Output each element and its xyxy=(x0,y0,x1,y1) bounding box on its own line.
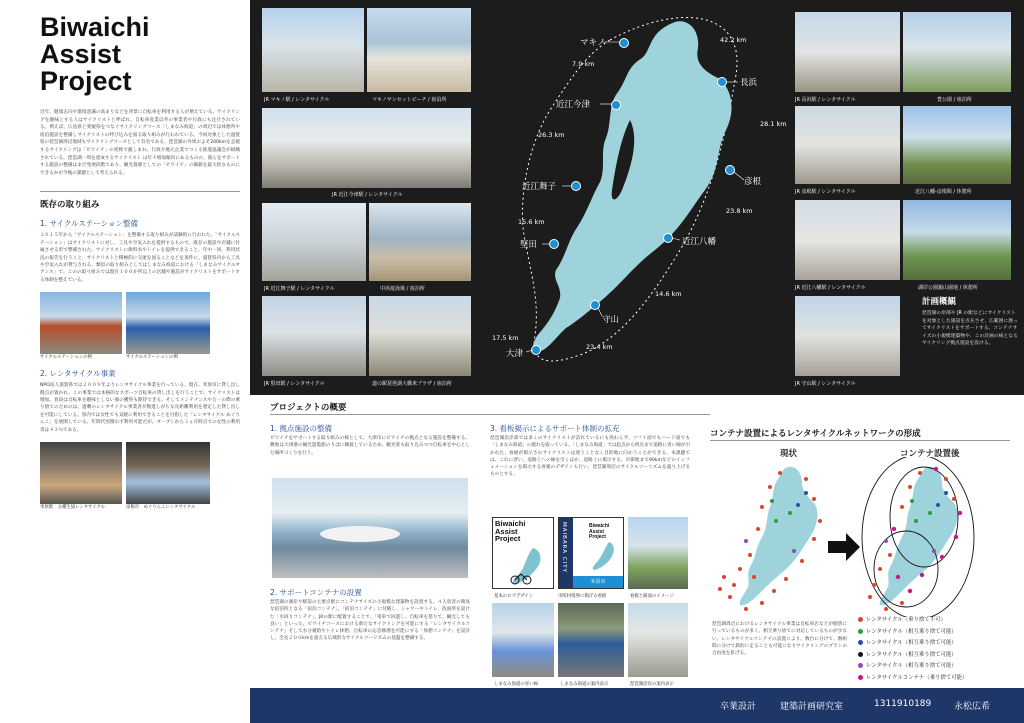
network-legend xyxy=(858,615,1018,684)
legend-item: レンタサイクル（相互乗り捨て可能） xyxy=(858,638,1018,650)
rental-photo-2 xyxy=(126,442,210,504)
sign-road-image xyxy=(628,517,688,589)
rental-photos: 米原駅 五種生協レンタサイクル 彦根市 めぐりんこレンタサイクル xyxy=(40,442,240,510)
distance-hikone-omihachiman: 23.8 km xyxy=(726,207,753,215)
stop-label-otsu: 大津 xyxy=(506,349,524,359)
station-photos: サイクルステーションの例 サイクルステーションの例 xyxy=(40,292,240,360)
sign-city-label: 米原市 xyxy=(573,576,623,588)
station-photo-2 xyxy=(126,292,210,354)
stop-makino-marker xyxy=(620,39,629,48)
stop-imazu-marker xyxy=(612,101,621,110)
photo-shimanami-blue-line xyxy=(492,603,554,677)
bottom-panel: プロジェクトの概要 1. 拠点施設の整備 ビワイチをサポートする取り組みの核として、大津市にビワイチの拠点となる施設を整備する。敷地は大津港の観光遊覧船のりばに隣接しているため、観光客も取り込みつつ自転車を中心とした場所づくりを行う。 2. サポートコンテナの設置 琵琶湖の湖岸や駅前の主要点駅にコンテナサイズの小規模な建築物を設置する。４人収容の簡易な宿泊所となる「宿泊コンテナ」、「宿泊コンテナ」に付随し、シャワーやトイレ、洗面所を設けた「水回りコンテナ」、JRの駅に配置することで、「電車で回遊し、自転車を借りて、観光しても良い」といった、ビワイチコースにおける新たなサイクリングを可能にする「レンタサイクルコンテナ」そして水分補給やトイレ休憩、自転車の応急修理を可能にする「休憩コンテナ」を設計し、全長２００kmを超える広域的なサイクルツーリズムの基盤を整備する。 3. 看板掲示によるサポート体制の拡充 琵琶湖沿岸部では多くのサイクリストが訪れているにも拘わらず、ツフト面でもハード面でも「しまなみ海道」の施れを取っている。「しまなみ海道」では起点から終点まで道路に青い線が引かれた、看板が掲示されサイクリストは迷うことなく目的地に向かうことができる。本課題では、これに習い、道路上への線を引くほか、道路上に掲示する、市街地まで90kmなどのインフォメーションを掲示する看板のデザインも行い、琵琶湖周辺のサイクルツーリズムを盛り上げるものとする。 Biwaichi Assist Project MAIBARA CITY Biwaichi Assist Project 米原市 基本のロゴデザイン 市町村境界に掲げる看板 看板と路面のイメージ しまなみ海道の青い線 しまなみ海道の案内表示 琵琶湖沿岸の案内表示 コンテナ設置によるレンタサイクルネットワークの形成 現状 コンテナ設置後 琵琶湖周辺におけるレンタサイクル事業は自転車店などが個別に行っているものが多く、相互乗り捨てに対応しているものが少ない。レンタサイクルコンテナの設置により、数台に分けて、数組間に分けて鉄的に走ることも可能になりサイクリングのプランの自由度を拡げる。 レンタサイクル（乗り捨て不可） レンタサイクル（相互乗り捨て可能） レンタサイクル（相互乗り捨て可能） レンタサイクル（相互乗り捨て可能） レンタサイクル（相互乗り捨て可能） レンタサイクルコンテナ（乗り捨て可能） xyxy=(250,395,1024,723)
logo-design: Biwaichi Assist Project xyxy=(492,517,554,589)
distance-maiko-katata: 15.6 km xyxy=(518,218,545,226)
distance-imazu-maiko: 26.3 km xyxy=(538,131,565,139)
distance-moriyama-otsu: 23.4 km xyxy=(586,343,613,351)
photo-biwako-guide xyxy=(628,603,688,677)
signage-body: 琵琶湖沿岸部では多くのサイクリストが訪れているにも拘わらず、ツフト面でもハード面でも「しまなみ海道」の施れを取っている。「しまなみ海道」では起点から終点まで道路に青い線が引かれた、看板が掲示されサイクリストは迷うことなく目的地に向かうことができる。本課題では、これに習い、道路上への線を引くほか、道路上に掲示する、市街地まで90kmなどのインフォメーションを掲示する看板のデザインも行い、琵琶湖周辺のサイクルツーリズムを盛り上げるものとする。 xyxy=(490,436,690,478)
legend-item: レンタサイクル（相互乗り捨て可能） xyxy=(858,661,1018,673)
stop-label-katata: 堅田 xyxy=(520,240,538,250)
plan-body: 琵琶湖の岸部や JR の駅などにサイクリストを対象とした施設を点在させ、広範囲に渡ってサイクリストをサポートする。コンテナサイズの小規模建築物や、この計画の核となるサイクリング拠点施設を設ける。 xyxy=(922,311,1018,347)
existing-heading: 既存の取り組み xyxy=(40,191,240,210)
overview-heading: プロジェクトの概要 xyxy=(270,403,347,413)
signage-title: 3. 看板掲示によるサポート体制の拡充 xyxy=(490,424,620,433)
distance-katata-otsu: 17.5 km xyxy=(492,334,519,342)
footer-id: 1311910189 xyxy=(874,699,932,709)
network-diagram xyxy=(710,457,1010,617)
base-facility-rendering xyxy=(272,478,468,578)
support-container-title: 2. サポートコンテナの設置 xyxy=(270,588,362,597)
stop-label-omihachiman: 近江八幡 xyxy=(682,237,717,247)
biwako-route-map xyxy=(250,0,1024,395)
project-title: Biwaichi Assist Project xyxy=(40,12,150,96)
stop-label-imazu: 近江今津 xyxy=(556,100,591,110)
label-after: コンテナ設置後 xyxy=(900,449,960,459)
distance-nagahama-hikone: 28.1 km xyxy=(760,120,787,128)
network-lake-after xyxy=(880,467,958,606)
footer-course: 卒業設計 xyxy=(720,702,757,712)
legend-item: レンタサイクル（相互乗り捨て可能） xyxy=(858,650,1018,662)
base-facility-body: ビワイチをサポートする取り組みの核として、大津市にビワイチの拠点となる施設を整備する。敷地は大津港の観光遊覧船のりばに隣接しているため、観光客も取り込みつつ自転車を中心とした場所づくりを行う。 xyxy=(270,436,470,456)
stop-nagahama-marker xyxy=(718,78,727,87)
stop-label-moriyama: 守山 xyxy=(602,315,620,325)
stop-label-maiko: 近江舞子 xyxy=(522,182,557,192)
network-heading: コンテナ設置によるレンタサイクルネットワークの形成 xyxy=(710,429,921,439)
logo-lake-icon xyxy=(493,544,553,588)
stop-label-hikone: 彦根 xyxy=(744,177,762,187)
distance-makino-imazu: 7.9 km xyxy=(572,60,595,68)
cycle-station-body: ２０１５年から「サイクルステーション」を整備する取り組みが試験的に行われた。「サイクルステーション」はサイクリストに対し、工具や空気入れを提供するもので、既存の施設や店舗に付属させる形で整備された。サイクリストに飲料水やトイレを提供できること、年中一回、利用状況の報告を行うこと、サイクリストと積極的に交流を図ることなどを条件に、滋賀県内から工具や空気入れが貸与される。類似の取り組みとしてはしまなみ海道における「しまなみサイクルオアシス」で、このの取り組みでは現在１００か所以上の店舗や施設がサイクリストをサポートする体制を整えている。 xyxy=(40,233,240,283)
stop-label-nagahama: 長浜 xyxy=(740,78,758,88)
station-photo-1 xyxy=(40,292,122,354)
stop-maiko-marker xyxy=(572,182,581,191)
plan-heading: 計画概観 xyxy=(922,297,957,307)
network-body: 琵琶湖周辺におけるレンタサイクル事業は自転車店などが個別に行っているものが多く、相互乗り捨てに対応しているものが少ない。レンタサイクルコンテナの設置により、数台に分けて、数組間に分けて鉄的に走ることも可能になりサイクリングのプランの自由度を拡げる。 xyxy=(712,622,847,657)
lake-biwa xyxy=(533,21,731,352)
distance-omihachiman-moriyama: 14.6 km xyxy=(655,290,682,298)
cycle-station-title: 1. サイクルステーション整備 xyxy=(40,219,138,229)
footer-lab: 建築計画研究室 xyxy=(780,702,844,712)
distance-makino-nagahama: 42.2 km xyxy=(720,36,747,44)
stop-hikone-marker xyxy=(726,166,735,175)
boundary-sign: MAIBARA CITY Biwaichi Assist Project 米原市 xyxy=(558,517,624,589)
sign-vertical-text: MAIBARA CITY xyxy=(561,522,567,573)
legend-item: レンタサイクル（相互乗り捨て可能） xyxy=(858,627,1018,639)
stop-label-makino: マキノ xyxy=(580,38,606,48)
stop-omihachiman-marker xyxy=(664,234,673,243)
base-facility-title: 1. 拠点施設の整備 xyxy=(270,424,333,433)
intro-text: 近年、健康志向や環境意識の高まりなどを背景に自転車を利用する人が増えている。サイクリングを趣味とする人はサイクリストと呼ばれ、自転車産業以外の事業者や行政にも注目されている。例えば、広島県と愛媛県をつなぐサイクリングコース「しまなみ海道」の周辺では休憩所や宿泊施設を整備しサイクリストの呼び込みを図る取り組みが行われている。今回対象とした滋賀県の琵琶湖周辺地域もサイクリングコースとして有名である。琵琶湖の外周およそ200kmを走破するサイクリングは「ビワイチ」の愛称で親しまれ、行政や地元企業でつくる推進協議会が組織されている。琵琶湖一周を達成するサイクリスト は年々増加傾向にあるものの、彼らをサポートする施設の整備はまだ発展段階であり、観光資源としての「ビワイチ」の価値を最大的なものにできるかが今後の課題として考えられる。 xyxy=(40,110,240,176)
legend-item: レンタサイクル（乗り捨て不可） xyxy=(858,615,1018,627)
footer-name: 永松広希 xyxy=(954,702,991,712)
map-panel: JR マキノ駅 / レンタサイクル マキノサンセットビーチ / 宿泊所 JR 近江今津駅 / レンタサイクル JR 近江舞子駅 / レンタサイクル 中浜遊泳場 / 宿泊所 JR 堅田駅 / レンタサイクル 道の駅琵琶湖大橋米プラザ / 宿泊所 JR 長浜駅 / レンタサイクル 豊公園 / 宿泊所 JR 彦根駅 / レンタサイクル 近江八幡-彦根間 / 休憩所 JR 近江八幡駅 / レンタサイクル 湖岸公園親山園地 / 休憩所 JR 守山駅 / レンタサイクル 計画概観 琵琶湖の岸部や JR の駅などにサイクリストを対象とした施設を点在させ、広範囲に渡ってサイクリストをサポートする。コンテナサイズの小規模建築物や、この計画の核となるサイクリング拠点施設を設ける。 xyxy=(250,0,1024,395)
left-column xyxy=(0,0,250,723)
rental-title: 2. レンタサイクル事業 xyxy=(40,369,116,379)
rental-photo-1 xyxy=(40,442,122,504)
support-container-body: 琵琶湖の湖岸や駅前の主要点駅にコンテナサイズの小規模な建築物を設置する。４人収容の簡易な宿泊所となる「宿泊コンテナ」、「宿泊コンテナ」に付随し、シャワーやトイレ、洗面所を設けた「水回りコンテナ」、JRの駅に配置することで、「電車で回遊し、自転車を借りて、観光しても良い」といった、ビワイチコースにおける新たなサイクリングを可能にする「レンタサイクルコンテナ」そして水分補給やトイレ休憩、自転車の応急修理を可能にする「休憩コンテナ」を設計し、全長２００kmを超える広域的なサイクルツーリズムの基盤を整備する。 xyxy=(270,600,470,642)
legend-item: レンタサイクルコンテナ（乗り捨て可能） xyxy=(858,673,1018,685)
arrow-icon xyxy=(828,533,860,561)
footer-bar xyxy=(250,688,1024,723)
rental-body: NPO法人滋賀県では２００９年よりレンタサイクル事業を行っている。現在、米原市に貸し出し拠点が置かれ、この事業では本格的なスポーツ自転車の貸し出しを行うことで、サイクリストは増加。普段は自転車を趣味としない層の獲得も期待できる。そしてメンテナンスや万一の際の乗り捨てのためのは、過剰のレンタサイクル事業者が数進しがちな長距離利用を想定した貸し出しを可能にしている。県内では女性でも気軽に利用できることを目指した「レンタサイクル めぐりんこ」を展開している。年間代別割わず利用可能だが、オープンから３ヵ月時点での女性の利用者は４３％である。 xyxy=(40,383,240,433)
stop-katata-marker xyxy=(550,240,559,249)
label-current: 現状 xyxy=(780,449,798,459)
photo-shimanami-guide xyxy=(558,603,624,677)
network-lake-current xyxy=(740,467,818,606)
